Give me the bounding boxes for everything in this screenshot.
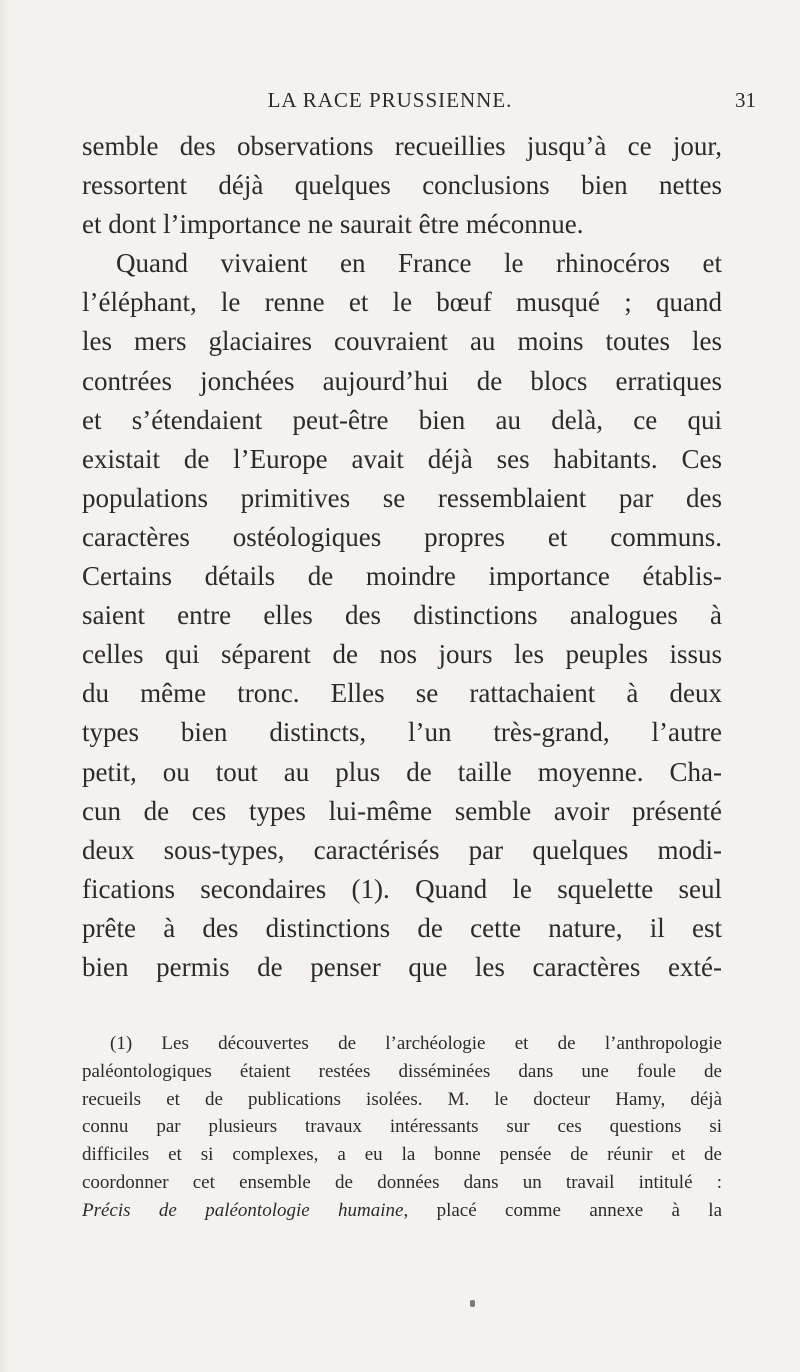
body-line: petit, ou tout au plus de taille moyenne. Cha- <box>82 756 722 787</box>
footnote <box>82 1030 722 1225</box>
body-line: prête à des distinctions de cette nature, il est <box>82 912 722 943</box>
running-head <box>40 80 770 116</box>
body-line: ressortent déjà quelques conclusions bien nettes <box>82 170 722 201</box>
body-line: contrées jonchées aujourd’hui de blocs erratiques <box>82 365 722 396</box>
footnote-line: (1) Les découvertes de l’archéologie et de l’anthropologie <box>110 1033 722 1054</box>
page-number: 31 <box>735 88 756 112</box>
footnote-line: coordonner cet ensemble de données dans un travail intitulé : <box>82 1171 722 1193</box>
body-line: fications secondaires (1). Quand le squelette seul <box>82 873 722 904</box>
footnote-last-line <box>82 1197 722 1225</box>
body-line: et dont l’importance ne saurait être méconnue. <box>82 209 584 240</box>
body-line: bien permis de penser que les caractères exté- <box>82 951 722 982</box>
footnote-last-line-rest: , placé comme annexe à la <box>403 1199 722 1221</box>
body-line: l’éléphant, le renne et le bœuf musqué ; quand <box>82 287 722 318</box>
page-edge-shadow <box>0 0 10 1372</box>
body-line: types bien distincts, l’un très-grand, l’autre <box>82 717 722 748</box>
body-line: semble des observations recueillies jusqu’à ce jour, <box>82 131 722 161</box>
print-speck <box>470 1300 475 1307</box>
footnote-line: paléontologiques étaient restées disséminées dans une foule de <box>82 1060 722 1082</box>
body-line: populations primitives se ressemblaient par des <box>82 482 722 513</box>
body-line: caractères ostéologiques propres et communs. <box>82 521 722 552</box>
body-text <box>82 127 722 987</box>
body-line: existait de l’Europe avait déjà ses habitants. Ces <box>82 443 722 474</box>
footnote-line: recueils et de publications isolées. M. le docteur Hamy, déjà <box>82 1088 722 1110</box>
body-line: du même tronc. Elles se rattachaient à deux <box>82 678 722 709</box>
body-line: celles qui séparent de nos jours les peuples issus <box>82 639 722 670</box>
footnote-line: difficiles et si complexes, a eu la bonne pensée de réunir et de <box>82 1144 722 1166</box>
body-line: les mers glaciaires couvraient au moins toutes les <box>82 326 722 357</box>
body-line: Certains détails de moindre importance établis- <box>82 561 722 592</box>
body-line: et s’étendaient peut-être bien au delà, ce qui <box>82 404 722 435</box>
book-title-italic: Précis de paléontologie humaine <box>82 1199 404 1221</box>
footnote-line: connu par plusieurs travaux intéressants sur ces questions si <box>82 1116 722 1138</box>
body-line: cun de ces types lui-même semble avoir présenté <box>82 795 722 826</box>
body-line: saient entre elles des distinctions analogues à <box>82 600 722 631</box>
paragraph-start-line: Quand vivaient en France le rhinocéros et <box>116 248 722 279</box>
running-title: LA RACE PRUSSIENNE. <box>267 88 513 112</box>
body-line: deux sous-types, caractérisés par quelques modi- <box>82 834 722 865</box>
